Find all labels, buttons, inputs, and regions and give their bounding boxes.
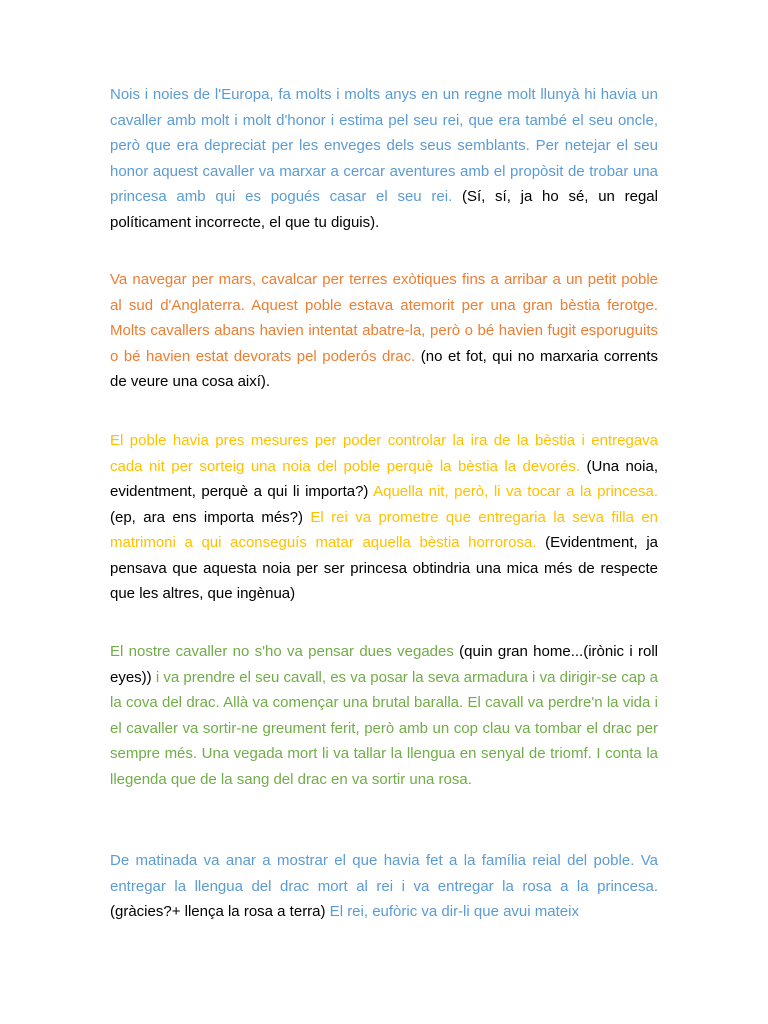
commentary-text: (Evidentment, ja pensava que aquesta noia per ser princesa obtindria una mica més de respecte que les altres, que ingènua): [110, 534, 658, 602]
commentary-text: (Sí, sí, ja ho sé, un regal políticament incorrecte, el que tu diguis).: [110, 188, 658, 231]
story-text: De matinada va anar a mostrar el que havia fet a la família reial del poble. Va entregar la llengua del drac mort al rei i va entregar la rosa a la princesa.: [110, 852, 658, 895]
paragraph-1: [110, 82, 658, 235]
story-text: El nostre cavaller no s'ho va pensar dues vegades: [110, 643, 454, 660]
commentary-text: (quin gran home...(irònic i roll eyes)): [110, 643, 658, 686]
commentary-text: (ep, ara ens importa més?): [110, 508, 304, 526]
story-text: i va prendre el seu cavall, es va posar la seva armadura i va dirigir-se cap a la cova del drac. Allà va començar una brutal baralla. El cavall va perdre'n la vida i el cavaller va sortir-ne greument ferit, però amb un cop clau va tombar el drac per sempre més. Una vegada mort li va tallar la llengua en senyal de triomf. I conta la llegenda que de la sang del drac en va sortir una rosa.: [110, 668, 658, 788]
story-text: Nois i noies de l'Europa, fa molts i molts anys en un regne molt llunyà hi havia un cavaller amb molt i molt d'honor i estima pel seu rei, que era també el seu oncle, però que era depreciat per les enveges dels seus semblants. Per netejar el seu honor aquest cavaller va marxar a cercar aventures amb el propòsit de trobar una princesa amb qui es pogués casar el seu rei.: [110, 86, 658, 205]
paragraph-4: [110, 639, 658, 792]
story-text: El rei va prometre que entregaria la seva filla en matrimoni a qui aconseguís matar aquella bèstia horrorosa.: [110, 508, 659, 551]
story-text: El rei, eufòric va dir-li que avui mateix: [325, 903, 579, 920]
paragraph-5: [110, 848, 658, 925]
commentary-text: (gràcies?+ llença la rosa a terra): [110, 903, 326, 920]
paragraph-3: [110, 428, 658, 607]
story-text: Aquella nit, però, li va tocar a la princesa.: [368, 483, 659, 500]
commentary-text: (no et fot, qui no marxaria corrents de veure una cosa així).: [110, 347, 659, 390]
paragraph-2: [110, 267, 658, 395]
commentary-text: (Una noia, evidentment, perquè a qui li importa?): [110, 457, 658, 500]
story-text: El poble havia pres mesures per poder controlar la ira de la bèstia i entregava cada nit per sorteig una noia del poble perquè la bèstia la devorés.: [110, 432, 658, 475]
story-text: Va navegar per mars, cavalcar per terres exòtiques fins a arribar a un petit poble al sud d'Anglaterra. Aquest poble estava atemorit per una gran bèstia ferotge. Molts cavallers abans havien intentat abatre-la, però o bé havien fugit esporuguits o bé havien estat devorats pel poderós drac.: [110, 271, 658, 365]
